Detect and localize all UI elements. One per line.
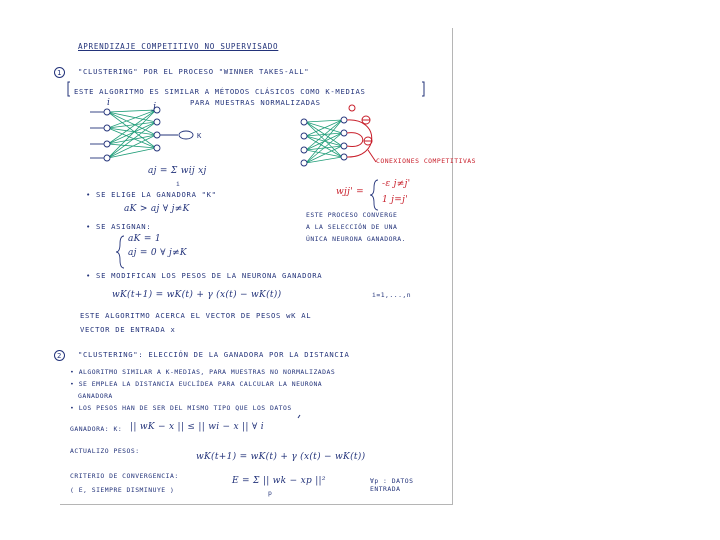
section-1-note-line-1: ESTE ALGORITMO ES SIMILAR A MÉTODOS CLÁSICOS COMO K-MEDIAS bbox=[74, 87, 366, 96]
section-2-heading: "CLUSTERING": ELECCIÓN DE LA GANADORA POR LA DISTANCIA bbox=[78, 350, 350, 359]
bullet-choose-winner: • SE ELIGE LA GANADORA "K" bbox=[86, 190, 217, 199]
competitive-connections bbox=[347, 105, 376, 162]
section-2-line-3: • LOS PESOS HAN DE SER DEL MISMO TIPO QUE LOS DATOS bbox=[70, 404, 292, 412]
update-label: ACTUALIZO PESOS: bbox=[70, 447, 140, 455]
section-2-number: 2 bbox=[54, 350, 65, 361]
inhibit-case-1: -ε j≠j' bbox=[382, 179, 411, 189]
assign-others: aj = 0 ∀ j≠K bbox=[128, 248, 187, 258]
converge-line-2: A LA SELECCIÓN DE UNA bbox=[306, 223, 398, 231]
approach-line-2: VECTOR DE ENTRADA x bbox=[80, 325, 176, 334]
input-layer-label: i bbox=[107, 98, 111, 108]
assign-winner: aK = 1 bbox=[128, 234, 161, 244]
section-1-heading: "CLUSTERING" POR EL PROCESO "WINNER TAKES-ALL" bbox=[78, 67, 310, 76]
page-title: APRENDIZAJE COMPETITIVO NO SUPERVISADO bbox=[78, 42, 279, 51]
left-network-links bbox=[108, 110, 156, 158]
criterion-line-2: ( E, SIEMPRE DISMINUYE ) bbox=[70, 486, 175, 494]
inhibit-case-2: 1 j=j' bbox=[382, 195, 408, 205]
output-layer-label: j bbox=[153, 102, 157, 112]
energy-formula: E = Σ || wk − xp ||² bbox=[232, 476, 326, 486]
energy-index: p bbox=[268, 489, 273, 497]
winner-distance-formula: || wK − x || ≤ || wi − x || ∀ i bbox=[130, 422, 264, 432]
competitive-label: CONEXIONES COMPETITIVAS bbox=[376, 157, 476, 165]
activation-formula: aj = Σ wij xj bbox=[148, 166, 207, 176]
bullet-assign: • SE ASIGNAN: bbox=[86, 222, 152, 231]
choose-formula: aK > aj ∀ j≠K bbox=[124, 204, 190, 214]
update-formula-2: wK(t+1) = wK(t) + γ (x(t) − wK(t)) bbox=[196, 452, 366, 462]
criterion-line-1: CRITERIO DE CONVERGENCIA: bbox=[70, 472, 179, 480]
section-1-note-line-2: PARA MUESTRAS NORMALIZADAS bbox=[190, 98, 321, 107]
approach-line-1: ESTE ALGORITMO ACERCA EL VECTOR DE PESOS wK AL bbox=[80, 311, 312, 320]
inhibit-lhs: wjj' = bbox=[336, 187, 364, 197]
converge-line-1: ESTE PROCESO CONVERGE bbox=[306, 211, 398, 219]
activation-index: i bbox=[176, 180, 181, 188]
section-1-number: 1 bbox=[54, 67, 65, 78]
winner-node-label: K bbox=[197, 131, 203, 140]
converge-line-3: ÚNICA NEURONA GANADORA. bbox=[306, 235, 406, 243]
section-2-line-1: • ALGORITMO SIMILAR A K-MEDIAS, PARA MUESTRAS NO NORMALIZADAS bbox=[70, 368, 336, 376]
winner-prefix: GANADORA: K: bbox=[70, 425, 123, 433]
section-2-line-2: • SE EMPLEA LA DISTANCIA EUCLÍDEA PARA CALCULAR LA NEURONA bbox=[70, 380, 323, 388]
data-note: ∀p : DATOS ENTRADA bbox=[370, 477, 414, 493]
right-network-links bbox=[306, 120, 342, 163]
update-formula-1: wK(t+1) = wK(t) + γ (x(t) − wK(t)) bbox=[112, 290, 282, 300]
section-2-line-2b: GANADORA bbox=[78, 392, 113, 400]
update-index-range: i=1,...,n bbox=[372, 291, 412, 299]
bullet-update-weights: • SE MODIFICAN LOS PESOS DE LA NEURONA GANADORA bbox=[86, 271, 323, 280]
